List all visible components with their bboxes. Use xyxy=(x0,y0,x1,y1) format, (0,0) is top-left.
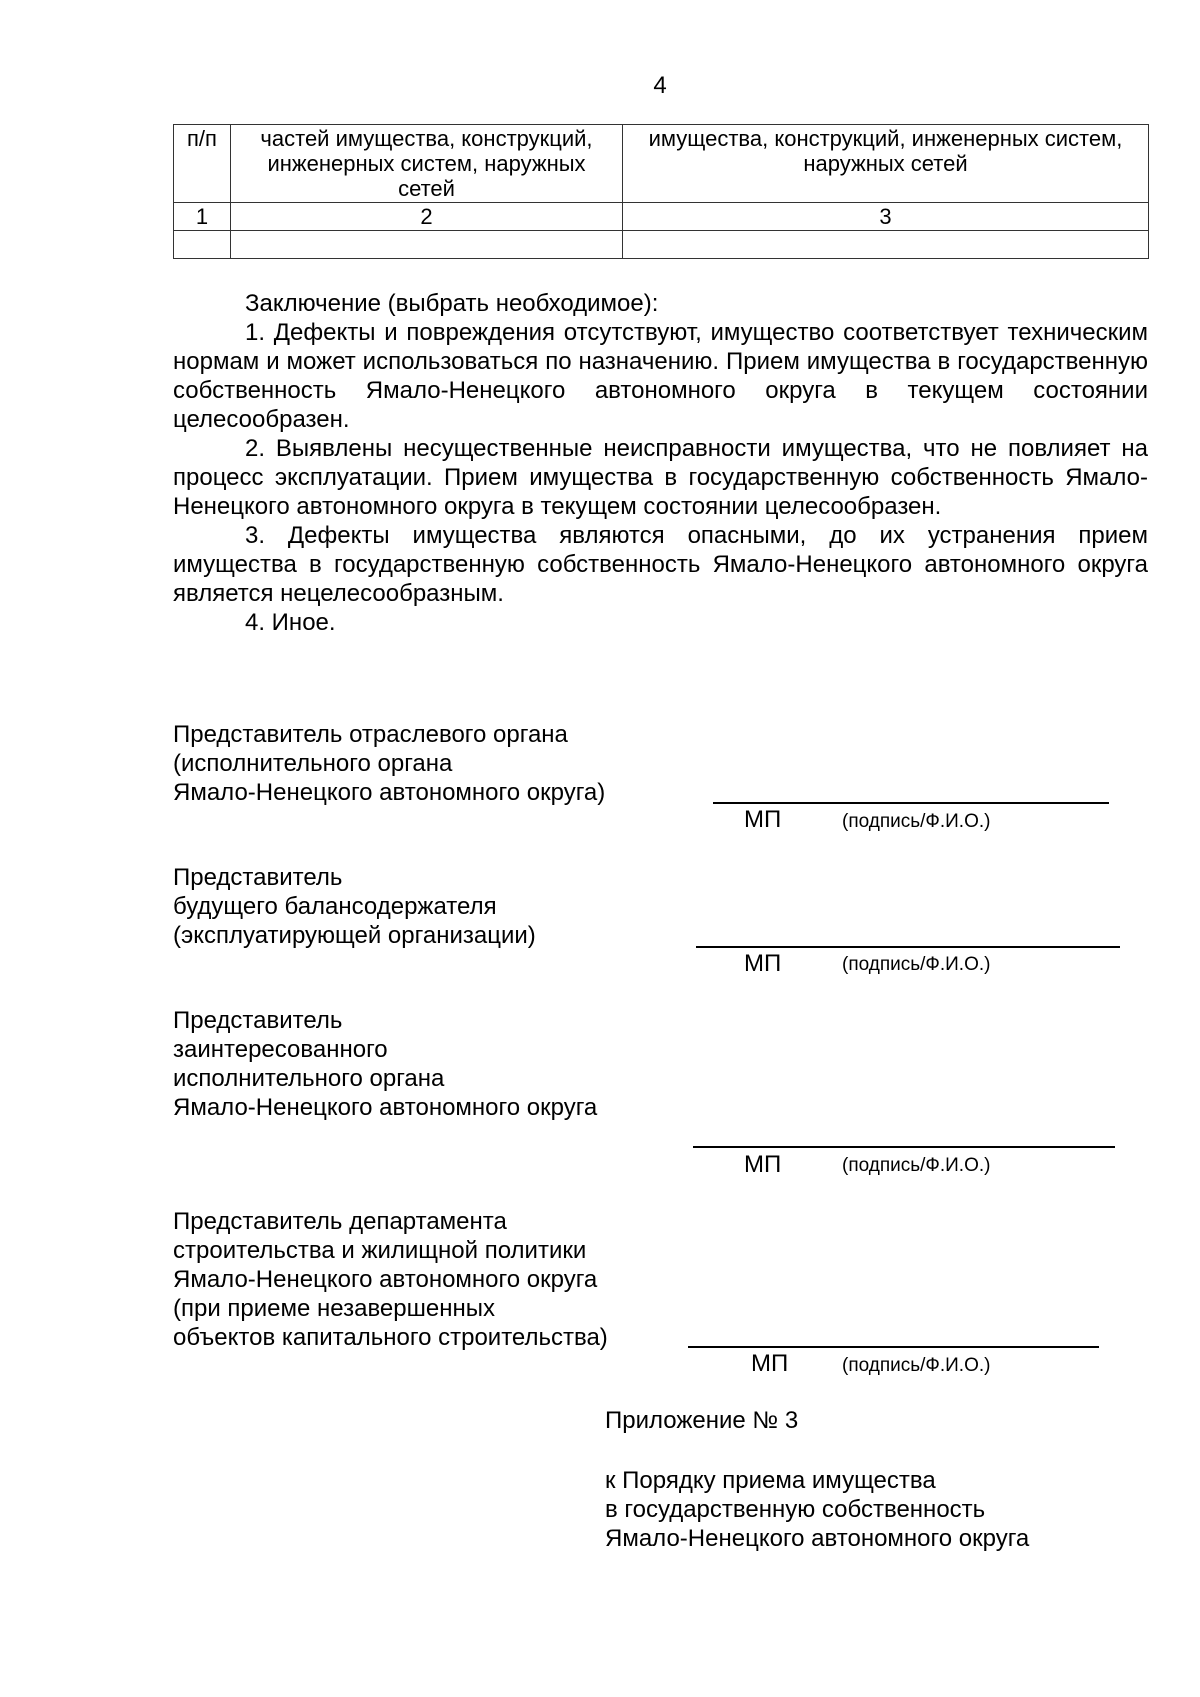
appendix-subtitle xyxy=(605,1466,1029,1553)
signature-line xyxy=(696,946,1120,948)
empty-cell xyxy=(174,231,231,259)
property-table-fragment xyxy=(173,124,1149,259)
appendix-line: в государственную собственность xyxy=(605,1496,986,1523)
appendix-line: Ямало-Ненецкого автономного округа xyxy=(605,1525,1030,1552)
table-empty-row xyxy=(174,231,1149,259)
conclusion-item-1: 1. Дефекты и повреждения отсутствуют, имущество соответствует техническим нормам и может использоваться по назначению. Прием имущества в государственную собственность Ямало-Ненецкого автономного округа в текущем состоянии целесообразен. xyxy=(173,319,1148,433)
conclusion-item-3: 3. Дефекты имущества являются опасными, до их устранения прием имущества в государственную собственность Ямало-Ненецкого автономного округа является нецелесообразным. xyxy=(173,522,1148,607)
signature-hint: (подпись/Ф.И.О.) xyxy=(842,1355,991,1376)
seal-mark-label: МП xyxy=(744,806,782,833)
seal-mark-label: МП xyxy=(744,950,782,977)
page-number: 4 xyxy=(653,72,667,99)
number-cell-1: 1 xyxy=(174,203,231,231)
signature-label-interested-body: Представитель заинтересованного исполнительного органа Ямало-Ненецкого автономного округа xyxy=(173,1007,598,1121)
empty-cell xyxy=(623,231,1149,259)
conclusion-section xyxy=(173,289,1148,637)
conclusion-item-4: 4. Иное. xyxy=(245,609,336,636)
signature-hint: (подпись/Ф.И.О.) xyxy=(842,1155,991,1176)
signature-label-construction-department: Представитель департамента строительства и жилищной политики Ямало-Ненецкого автономного округа (при приеме незавершенных объектов капитального строительства) xyxy=(173,1208,608,1351)
empty-cell xyxy=(231,231,623,259)
signature-hint: (подпись/Ф.И.О.) xyxy=(842,811,991,832)
appendix-line: к Порядку приема имущества xyxy=(605,1467,936,1494)
table-header-row xyxy=(174,125,1149,203)
seal-mark-label: МП xyxy=(751,1350,789,1377)
table-number-row xyxy=(174,203,1149,231)
appendix-title: Приложение № 3 xyxy=(605,1407,799,1434)
signature-line xyxy=(688,1346,1099,1348)
seal-mark-label: МП xyxy=(744,1151,782,1178)
number-cell-3: 3 xyxy=(623,203,1149,231)
header-cell-property: имущества, конструкций, инженерных систем, наружных сетей xyxy=(623,125,1149,203)
header-cell-parts: частей имущества, конструкций, инженерных систем, наружных сетей xyxy=(231,125,623,203)
signature-hint: (подпись/Ф.И.О.) xyxy=(842,954,991,975)
conclusion-title: Заключение (выбрать необходимое): xyxy=(245,290,659,317)
signature-label-future-holder: Представитель будущего балансодержателя (эксплуатирующей организации) xyxy=(173,864,536,949)
number-cell-2: 2 xyxy=(231,203,623,231)
signature-line xyxy=(693,1146,1115,1148)
header-cell-index: п/п xyxy=(174,125,231,203)
conclusion-item-2: 2. Выявлены несущественные неисправности имущества, что не повлияет на процесс эксплуатации. Прием имущества в государственную собственность Ямало-Ненецкого автономного округа в текущем состоянии целесообразен. xyxy=(173,435,1148,520)
signature-label-sector-body: Представитель отраслевого органа (исполнительного органа Ямало-Ненецкого автономного округа) xyxy=(173,721,606,806)
signature-line xyxy=(713,802,1109,804)
